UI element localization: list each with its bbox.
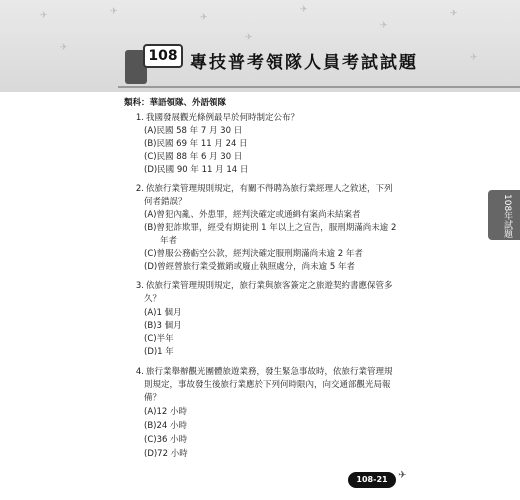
option-c: (C)半年 — [144, 334, 174, 344]
year-badge: 108 — [143, 44, 183, 68]
plane-icon: ✈ — [110, 7, 118, 17]
plane-icon: ✈ — [470, 53, 478, 63]
question-text-cont: 備？ — [144, 393, 162, 403]
side-tab-label: 108年試題 — [502, 194, 512, 239]
plane-icon: ✈ — [60, 43, 68, 53]
page-number: 108-21 — [348, 472, 396, 488]
option-b: (B)24 小時 — [144, 421, 187, 431]
option-d: (D)72 小時 — [144, 449, 188, 459]
question-text-cont: 則規定，事故發生後旅行業應於下列何時限內，向交通部觀光局報 — [144, 380, 391, 390]
header-divider — [118, 86, 520, 88]
question-text: 旅行業舉辦觀光團體旅遊業務，發生緊急事故時，依旅行業管理規 — [146, 367, 393, 377]
question-text-cont: 久？ — [144, 294, 162, 304]
option-a: (A)1 個月 — [144, 308, 182, 318]
option-b: (B)3 個月 — [144, 321, 182, 331]
question-text: 我國發展觀光條例最早於何時制定公布？ — [146, 113, 300, 123]
question-text: 依旅行業管理規則規定，旅行業與旅客簽定之旅遊契約書應保管多 — [146, 281, 393, 291]
plane-icon: ✈ — [398, 470, 407, 481]
plane-icon: ✈ — [450, 9, 458, 19]
option-b: (B)民國 69 年 11 月 24 日 — [144, 139, 248, 149]
question-number: 2. — [135, 184, 144, 194]
question-number: 3. — [135, 281, 144, 291]
plane-icon: ✈ — [380, 21, 388, 31]
plane-icon: ✈ — [245, 33, 253, 43]
plane-icon: ✈ — [300, 5, 308, 15]
option-d: (D)1 年 — [144, 347, 174, 357]
option-b-cont: 年者 — [160, 236, 178, 246]
option-b: (B)曾犯詐欺罪，經受有期徒刑 1 年以上之宣告，服刑期滿尚未逾 2 — [144, 223, 397, 233]
category-label: 類科：華語領隊、外語領隊 — [124, 98, 227, 108]
option-c: (C)民國 88 年 6 月 30 日 — [144, 152, 243, 162]
page-title: 專技普考領隊人員考試試題 — [190, 53, 418, 73]
option-a: (A)12 小時 — [144, 407, 187, 417]
option-a: (A)曾犯內亂、外患罪，經判決確定或通緝有案尚未結案者 — [144, 210, 361, 220]
option-d: (D)民國 90 年 11 月 14 日 — [144, 165, 249, 175]
question-text-cont: 何者錯誤？ — [144, 197, 187, 207]
option-a: (A)民國 58 年 7 月 30 日 — [144, 126, 243, 136]
option-c: (C)曾服公務虧空公款，經判決確定服刑期滿尚未逾 2 年者 — [144, 249, 363, 259]
plane-icon: ✈ — [200, 13, 208, 23]
question-number: 4. — [135, 367, 144, 377]
header-banner — [0, 0, 520, 92]
question-text: 依旅行業管理規則規定，有關不得聘為旅行業經理人之敘述，下列 — [146, 184, 393, 194]
option-c: (C)36 小時 — [144, 435, 188, 445]
plane-icon: ✈ — [40, 11, 48, 21]
option-d: (D)曾經營旅行業受撤銷或廢止執照處分，尚未逾 5 年者 — [144, 262, 355, 272]
question-number: 1. — [135, 113, 144, 123]
